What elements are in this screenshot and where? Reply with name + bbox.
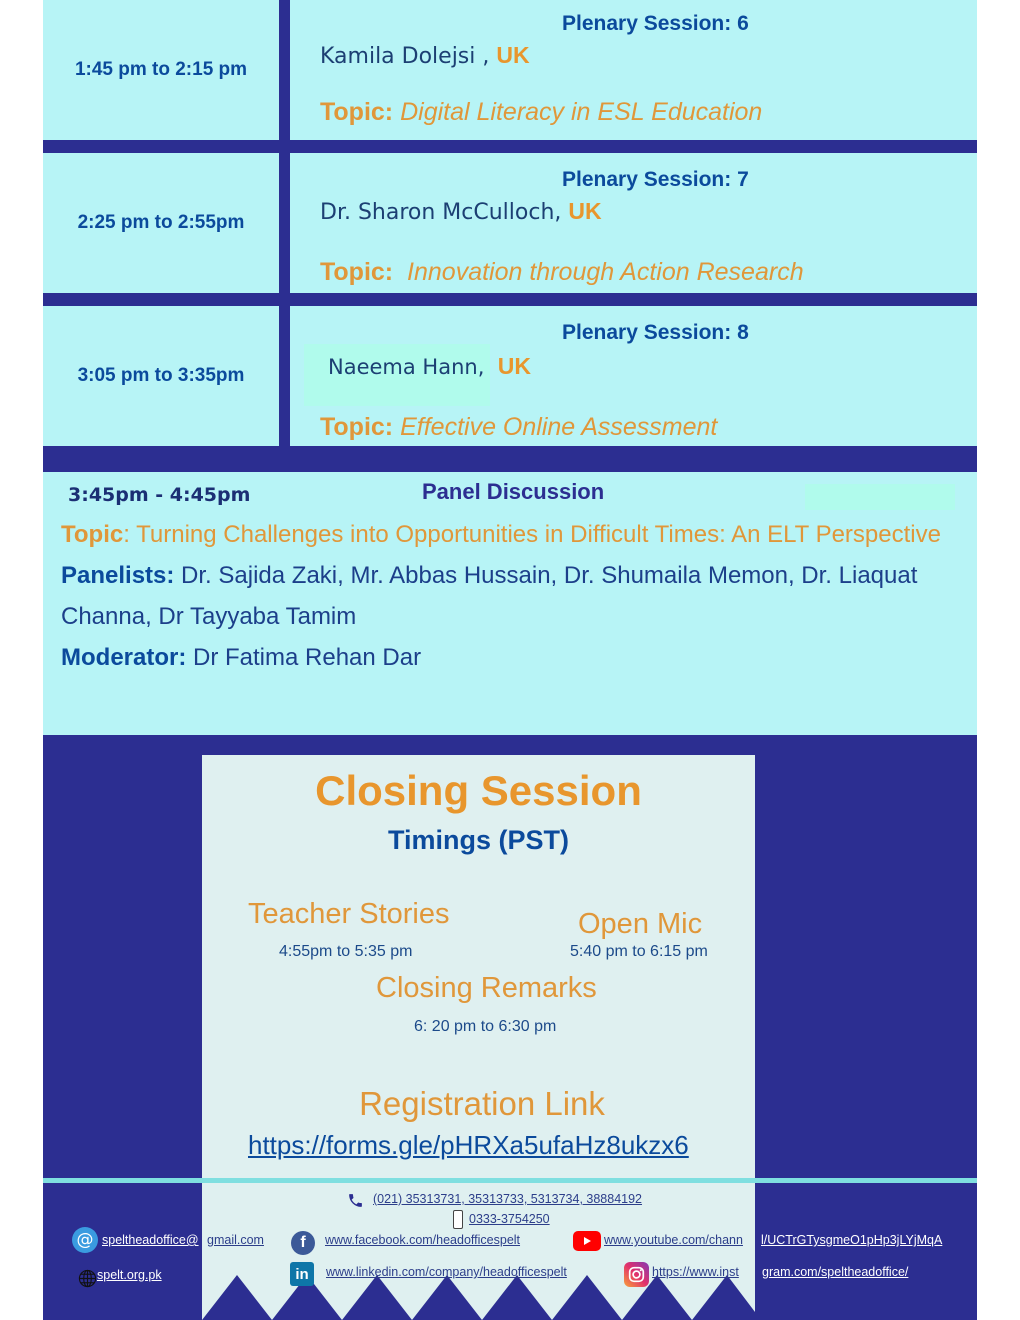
panel-time: 3:45pm - 4:45pm <box>68 484 251 506</box>
session-topic <box>320 98 762 127</box>
phone-numbers-link[interactable]: (021) 35313731, 35313733, 5313734, 38884192 <box>373 1192 643 1206</box>
panel-title: Panel Discussion <box>422 479 605 504</box>
topic-label: Topic: <box>320 258 394 286</box>
event-closing-remarks: Closing Remarks <box>376 972 597 1004</box>
email-link-part2[interactable]: gmail.com <box>207 1233 264 1247</box>
speaker-name <box>320 198 602 225</box>
youtube-link-part1[interactable]: www.youtube.com/chann <box>604 1233 743 1247</box>
linkedin-icon: in <box>290 1262 314 1286</box>
mobile-number-link[interactable]: 0333-3754250 <box>469 1212 550 1226</box>
phone-icon <box>346 1191 364 1209</box>
session-info-cell <box>290 153 977 293</box>
session-row-8 <box>43 306 977 446</box>
topic-label: Topic: <box>320 98 394 126</box>
registration-link[interactable]: https://forms.gle/pHRXa5ufaHz8ukzx6 <box>248 1130 689 1160</box>
moderator-label: Moderator: <box>61 644 187 671</box>
session-topic <box>320 258 804 287</box>
session-title: Plenary Session: 8 <box>562 321 749 344</box>
session-time: 2:25 pm to 2:55pm <box>77 212 245 233</box>
panel-topic-label: Topic <box>61 521 124 548</box>
instagram-link-part1[interactable]: https://www.inst <box>652 1265 739 1279</box>
email-at-icon: @ <box>72 1227 98 1253</box>
session-time: 1:45 pm to 2:15 pm <box>74 59 248 80</box>
triangle-border-decoration <box>202 1272 755 1320</box>
session-title: Plenary Session: 6 <box>562 12 749 35</box>
topic-value: Effective Online Assessment <box>400 413 718 441</box>
session-time: 3:05 pm to 3:35pm <box>77 365 245 386</box>
session-time-cell <box>43 0 279 140</box>
event-open-mic-time: 5:40 pm to 6:15 pm <box>570 943 708 960</box>
topic-value: Digital Literacy in ESL Education <box>400 98 763 126</box>
panel-topic <box>61 514 951 555</box>
session-row-6 <box>43 0 977 140</box>
speaker-country: UK <box>496 42 530 68</box>
youtube-link-part2[interactable]: l/UCTrGTysgmeO1pHp3jLYjMqA <box>761 1233 943 1247</box>
speaker-country: UK <box>568 198 602 224</box>
speaker-name <box>320 42 530 69</box>
event-flyer-page <box>43 0 977 1320</box>
topic-value: Innovation through Action Research <box>407 258 804 286</box>
panelists-text: Dr. Sajida Zaki, Mr. Abbas Hussain, Dr. Shumaila Memon, Dr. Liaquat Channa, Dr Tayyaba Tamim <box>61 562 918 630</box>
speaker-text: Kamila Dolejsi , <box>320 44 490 69</box>
linkedin-link[interactable]: www.linkedin.com/company/headofficespelt <box>326 1265 567 1279</box>
panel-panelists <box>61 555 951 637</box>
session-row-7 <box>43 153 977 293</box>
globe-icon <box>77 1268 97 1288</box>
session-info-cell <box>290 306 977 446</box>
instagram-link-part2[interactable]: gram.com/speltheadoffice/ <box>762 1265 909 1279</box>
panel-discussion-section <box>43 472 977 735</box>
topic-label: Topic: <box>320 413 394 441</box>
mobile-phone-icon <box>453 1210 463 1229</box>
speaker-name <box>328 353 531 380</box>
speaker-text: Dr. Sharon McCulloch, <box>320 200 562 225</box>
speaker-country: UK <box>497 353 531 379</box>
closing-title: Closing Session <box>315 767 642 814</box>
youtube-icon <box>573 1231 601 1251</box>
event-closing-remarks-time: 6: 20 pm to 6:30 pm <box>414 1018 557 1035</box>
panel-moderator <box>61 637 951 678</box>
speaker-text: Naeema Hann, <box>328 355 485 379</box>
session-time-cell <box>43 306 279 446</box>
panel-body <box>61 514 951 678</box>
registration-title: Registration Link <box>359 1085 605 1122</box>
facebook-icon: f <box>291 1231 315 1255</box>
instagram-icon <box>624 1262 649 1287</box>
event-open-mic: Open Mic <box>578 908 703 940</box>
panel-highlight <box>805 484 955 510</box>
session-topic <box>320 413 717 442</box>
session-info-cell <box>290 0 977 140</box>
closing-subtitle: Timings (PST) <box>387 825 569 855</box>
moderator-text: Dr Fatima Rehan Dar <box>186 644 422 671</box>
event-teacher-stories: Teacher Stories <box>248 898 450 930</box>
panel-topic-text: : Turning Challenges into Opportunities in Difficult Times: An ELT Perspective <box>123 521 941 548</box>
facebook-link[interactable]: www.facebook.com/headofficespelt <box>325 1233 521 1247</box>
session-title: Plenary Session: 7 <box>562 168 749 191</box>
session-time-cell <box>43 153 279 293</box>
email-link-part1[interactable]: speltheadoffice@ <box>102 1233 199 1247</box>
footer-divider <box>43 1178 977 1183</box>
panelists-label: Panelists: <box>61 562 175 589</box>
event-teacher-stories-time: 4:55pm to 5:35 pm <box>279 943 413 960</box>
website-link[interactable]: spelt.org.pk <box>97 1268 162 1282</box>
